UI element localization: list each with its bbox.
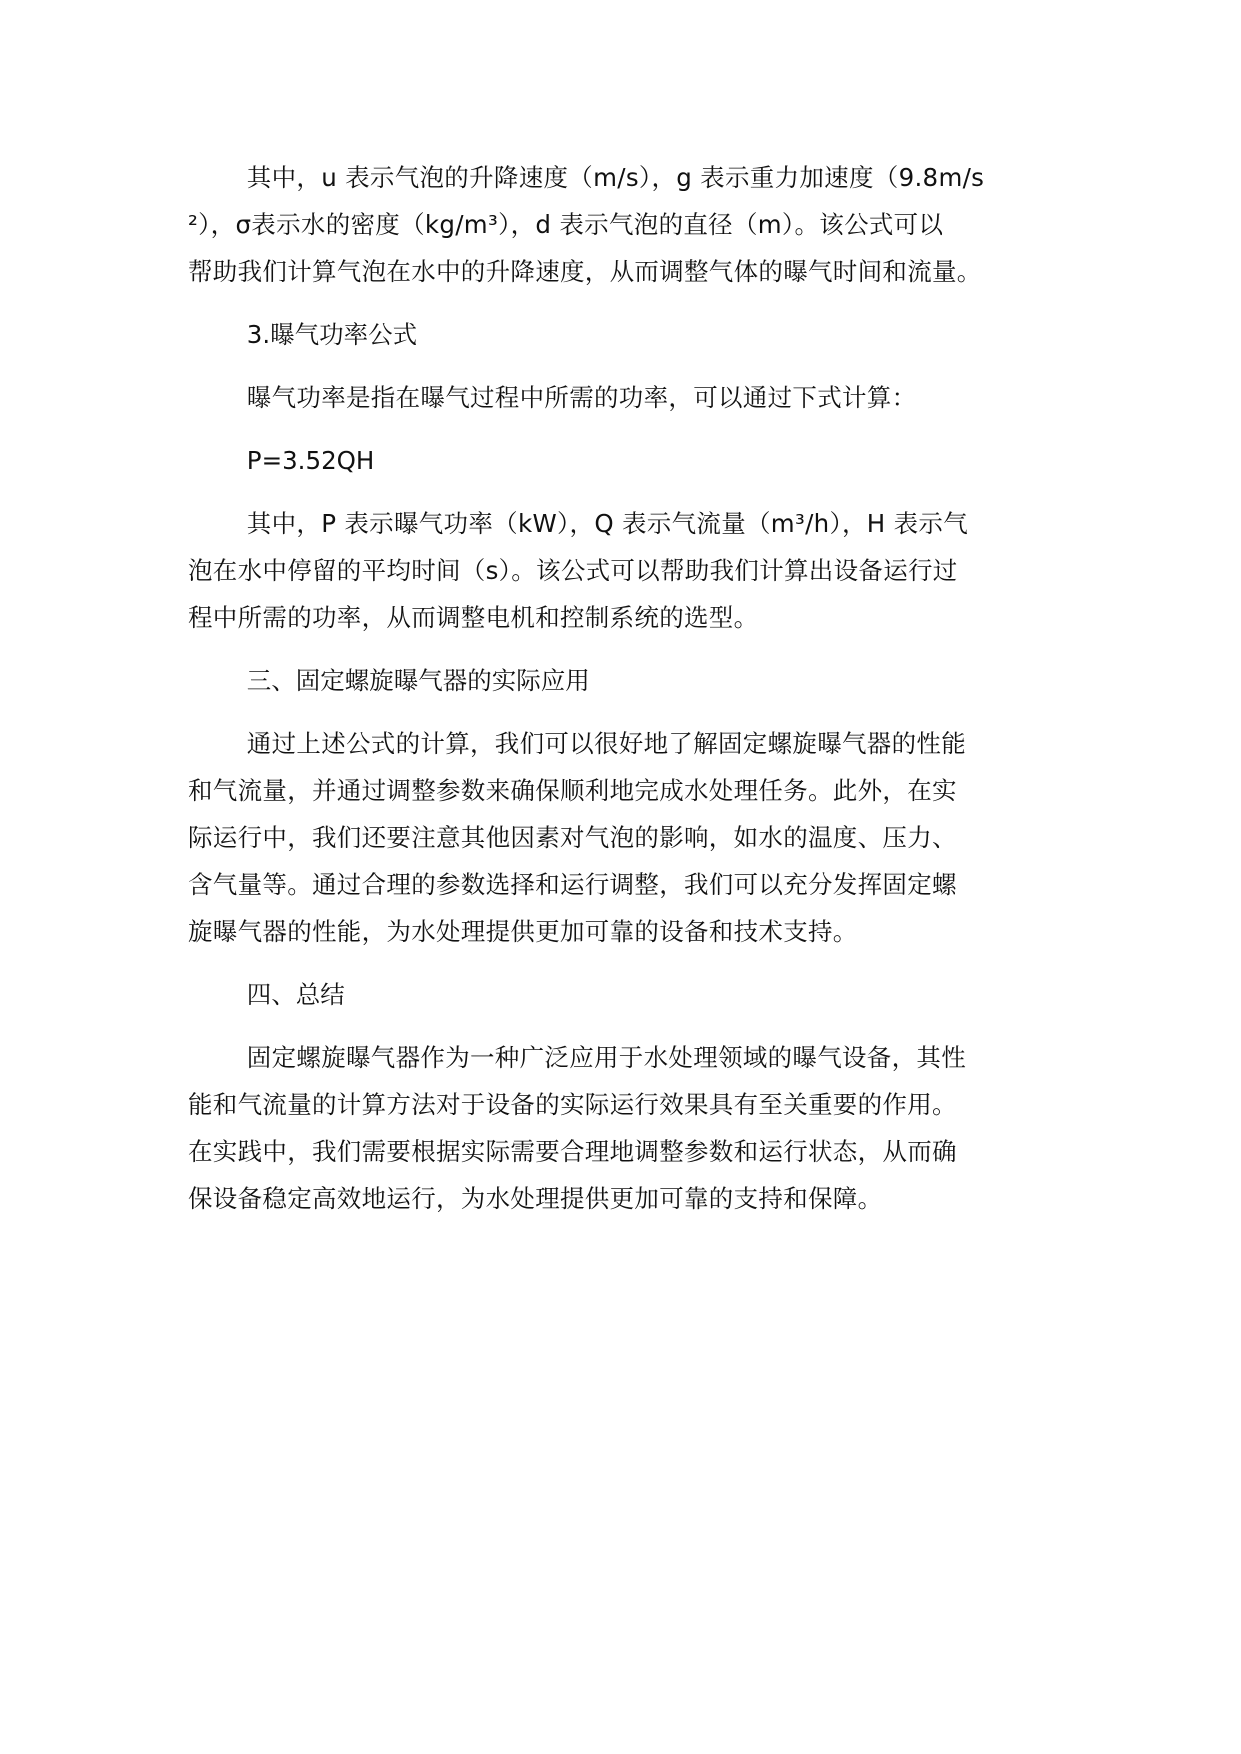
text-line: 含气量等。通过合理的参数选择和运行调整，我们可以充分发挥固定螺 [188,870,957,899]
text-line: 泡在水中停留的平均时间（s）。该公式可以帮助我们计算出设备运行过 [188,556,958,585]
text-line: ²），σ表示水的密度（kg/m³），d 表示气泡的直径（m）。该公式可以 [188,210,944,239]
formula-aeration-power: P=3.52QH [246,446,375,475]
section-heading-aeration-power-formula: 3.曝气功率公式 [246,320,418,349]
text-line: 帮助我们计算气泡在水中的升降速度，从而调整气体的曝气时间和流量。 [188,257,982,286]
text-line: 际运行中，我们还要注意其他因素对气泡的影响，如水的温度、压力、 [188,823,957,852]
text-line: 旋曝气器的性能，为水处理提供更加可靠的设备和技术支持。 [188,917,858,946]
text-line: 其中，u 表示气泡的升降速度（m/s），g 表示重力加速度（9.8m/s [246,163,985,192]
text-line: 程中所需的功率，从而调整电机和控制系统的选型。 [188,603,759,632]
text-line: 能和气流量的计算方法对于设备的实际运行效果具有至关重要的作用。 [188,1090,957,1119]
text-line: 通过上述公式的计算，我们可以很好地了解固定螺旋曝气器的性能 [246,729,966,758]
text-line: 和气流量，并通过调整参数来确保顺利地完成水处理任务。此外，在实 [188,776,957,805]
paragraph-aeration-power-intro: 曝气功率是指在曝气过程中所需的功率，可以通过下式计算： [246,383,917,412]
text-line: 在实践中，我们需要根据实际需要合理地调整参数和运行状态，从而确 [188,1137,957,1166]
paragraph-practical-application [188,720,1068,955]
text-line: 固定螺旋曝气器作为一种广泛应用于水处理领域的曝气设备，其性 [246,1043,966,1072]
paragraph-summary [188,1034,1068,1222]
section-heading-summary: 四、总结 [246,980,345,1009]
document-body [188,154,1068,1238]
paragraph-bubble-velocity-explanation [188,154,1068,295]
section-heading-practical-application: 三、固定螺旋曝气器的实际应用 [246,666,590,695]
text-line: 保设备稳定高效地运行，为水处理提供更加可靠的支持和保障。 [188,1184,883,1213]
text-line: 其中，P 表示曝气功率（kW），Q 表示气流量（m³/h），H 表示气 [246,509,969,538]
paragraph-aeration-power-explanation [188,500,1068,641]
